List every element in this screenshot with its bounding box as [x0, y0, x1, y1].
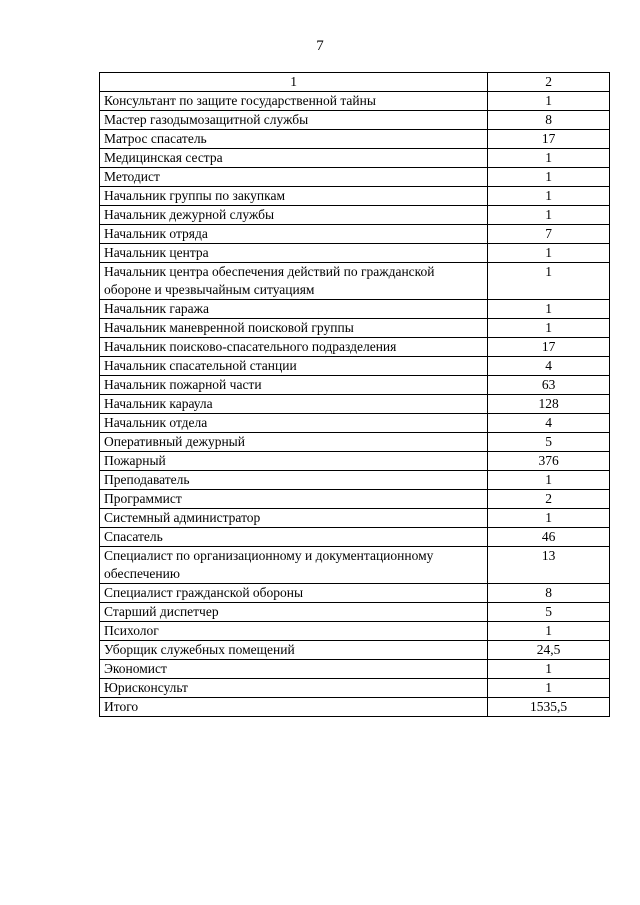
- position-name-cell: Начальник пожарной части: [100, 376, 488, 395]
- table-row: [100, 187, 610, 206]
- position-name-cell: Спасатель: [100, 528, 488, 547]
- position-name-cell: Матрос спасатель: [100, 130, 488, 149]
- position-name-cell: Юрисконсульт: [100, 679, 488, 698]
- staff-count-cell: 1: [488, 471, 610, 490]
- position-name-cell: Экономист: [100, 660, 488, 679]
- staff-count-cell: 1: [488, 263, 610, 300]
- table-header-row: [100, 73, 610, 92]
- staff-count-cell: 4: [488, 357, 610, 376]
- position-name-cell: Начальник спасательной станции: [100, 357, 488, 376]
- staff-table: [99, 72, 610, 717]
- table-row: [100, 225, 610, 244]
- position-name-cell: Программист: [100, 490, 488, 509]
- table-row: [100, 603, 610, 622]
- position-name-cell: Мастер газодымозащитной службы: [100, 111, 488, 130]
- table-row: [100, 622, 610, 641]
- staff-count-cell: 17: [488, 338, 610, 357]
- table-row: [100, 92, 610, 111]
- column-number-2: 2: [488, 73, 610, 92]
- staff-count-cell: 8: [488, 584, 610, 603]
- table-row: [100, 509, 610, 528]
- position-name-cell: Психолог: [100, 622, 488, 641]
- table-row: [100, 319, 610, 338]
- staff-count-cell: 1: [488, 679, 610, 698]
- position-name-cell: Начальник отряда: [100, 225, 488, 244]
- position-name-cell: Начальник гаража: [100, 300, 488, 319]
- table-row: [100, 206, 610, 225]
- position-name-cell: Начальник группы по закупкам: [100, 187, 488, 206]
- position-name-cell: Уборщик служебных помещений: [100, 641, 488, 660]
- staff-count-cell: 128: [488, 395, 610, 414]
- staff-count-cell: 4: [488, 414, 610, 433]
- staff-count-cell: 1: [488, 319, 610, 338]
- position-name-cell: Методист: [100, 168, 488, 187]
- position-name-cell: Начальник маневренной поисковой группы: [100, 319, 488, 338]
- table-row: [100, 471, 610, 490]
- table-row: [100, 490, 610, 509]
- table-row: [100, 338, 610, 357]
- staff-count-cell: 63: [488, 376, 610, 395]
- table-row: [100, 452, 610, 471]
- position-name-cell: Системный администратор: [100, 509, 488, 528]
- page-number: 7: [316, 38, 324, 54]
- table-row: [100, 433, 610, 452]
- table-row: [100, 547, 610, 584]
- position-name-cell: Начальник поисково-спасательного подразделения: [100, 338, 488, 357]
- staff-count-cell: 5: [488, 603, 610, 622]
- staff-count-cell: 17: [488, 130, 610, 149]
- table-row: [100, 641, 610, 660]
- staff-count-cell: 1: [488, 244, 610, 263]
- staff-count-cell: 1: [488, 300, 610, 319]
- staff-count-cell: 1: [488, 187, 610, 206]
- table-row: [100, 528, 610, 547]
- position-name-cell: Специалист по организационному и документационному обеспечению: [100, 547, 488, 584]
- position-name-cell: Старший диспетчер: [100, 603, 488, 622]
- table-row: [100, 244, 610, 263]
- table-row: [100, 679, 610, 698]
- staff-count-cell: 1: [488, 149, 610, 168]
- staff-count-cell: 7: [488, 225, 610, 244]
- table-row: [100, 111, 610, 130]
- staff-count-cell: 376: [488, 452, 610, 471]
- staff-count-cell: 46: [488, 528, 610, 547]
- table-row: [100, 660, 610, 679]
- staff-count-cell: 1: [488, 660, 610, 679]
- table-row: [100, 698, 610, 717]
- staff-count-cell: 1: [488, 206, 610, 225]
- table-row: [100, 357, 610, 376]
- table-row: [100, 376, 610, 395]
- position-name-cell: Медицинская сестра: [100, 149, 488, 168]
- table-row: [100, 395, 610, 414]
- table-row: [100, 584, 610, 603]
- position-name-cell: Специалист гражданской обороны: [100, 584, 488, 603]
- position-name-cell: Оперативный дежурный: [100, 433, 488, 452]
- position-name-cell: Начальник отдела: [100, 414, 488, 433]
- position-name-cell: Начальник центра обеспечения действий по гражданской обороне и чрезвычайным ситуациям: [100, 263, 488, 300]
- staff-count-cell: 1: [488, 622, 610, 641]
- position-name-cell: Пожарный: [100, 452, 488, 471]
- table-row: [100, 149, 610, 168]
- column-number-1: 1: [100, 73, 488, 92]
- table-row: [100, 300, 610, 319]
- table-row: [100, 168, 610, 187]
- staff-count-cell: 1: [488, 92, 610, 111]
- staff-count-cell: 5: [488, 433, 610, 452]
- staff-count-cell: 1: [488, 168, 610, 187]
- position-name-cell: Консультант по защите государственной тайны: [100, 92, 488, 111]
- position-name-cell: Начальник караула: [100, 395, 488, 414]
- staff-count-cell: 24,5: [488, 641, 610, 660]
- staff-count-cell: 1535,5: [488, 698, 610, 717]
- staff-count-cell: 8: [488, 111, 610, 130]
- staff-count-cell: 1: [488, 509, 610, 528]
- table-row: [100, 130, 610, 149]
- position-name-cell: Начальник дежурной службы: [100, 206, 488, 225]
- table-row: [100, 263, 610, 300]
- position-name-cell: Преподаватель: [100, 471, 488, 490]
- staff-count-cell: 13: [488, 547, 610, 584]
- position-name-cell: Итого: [100, 698, 488, 717]
- position-name-cell: Начальник центра: [100, 244, 488, 263]
- staff-count-cell: 2: [488, 490, 610, 509]
- table-row: [100, 414, 610, 433]
